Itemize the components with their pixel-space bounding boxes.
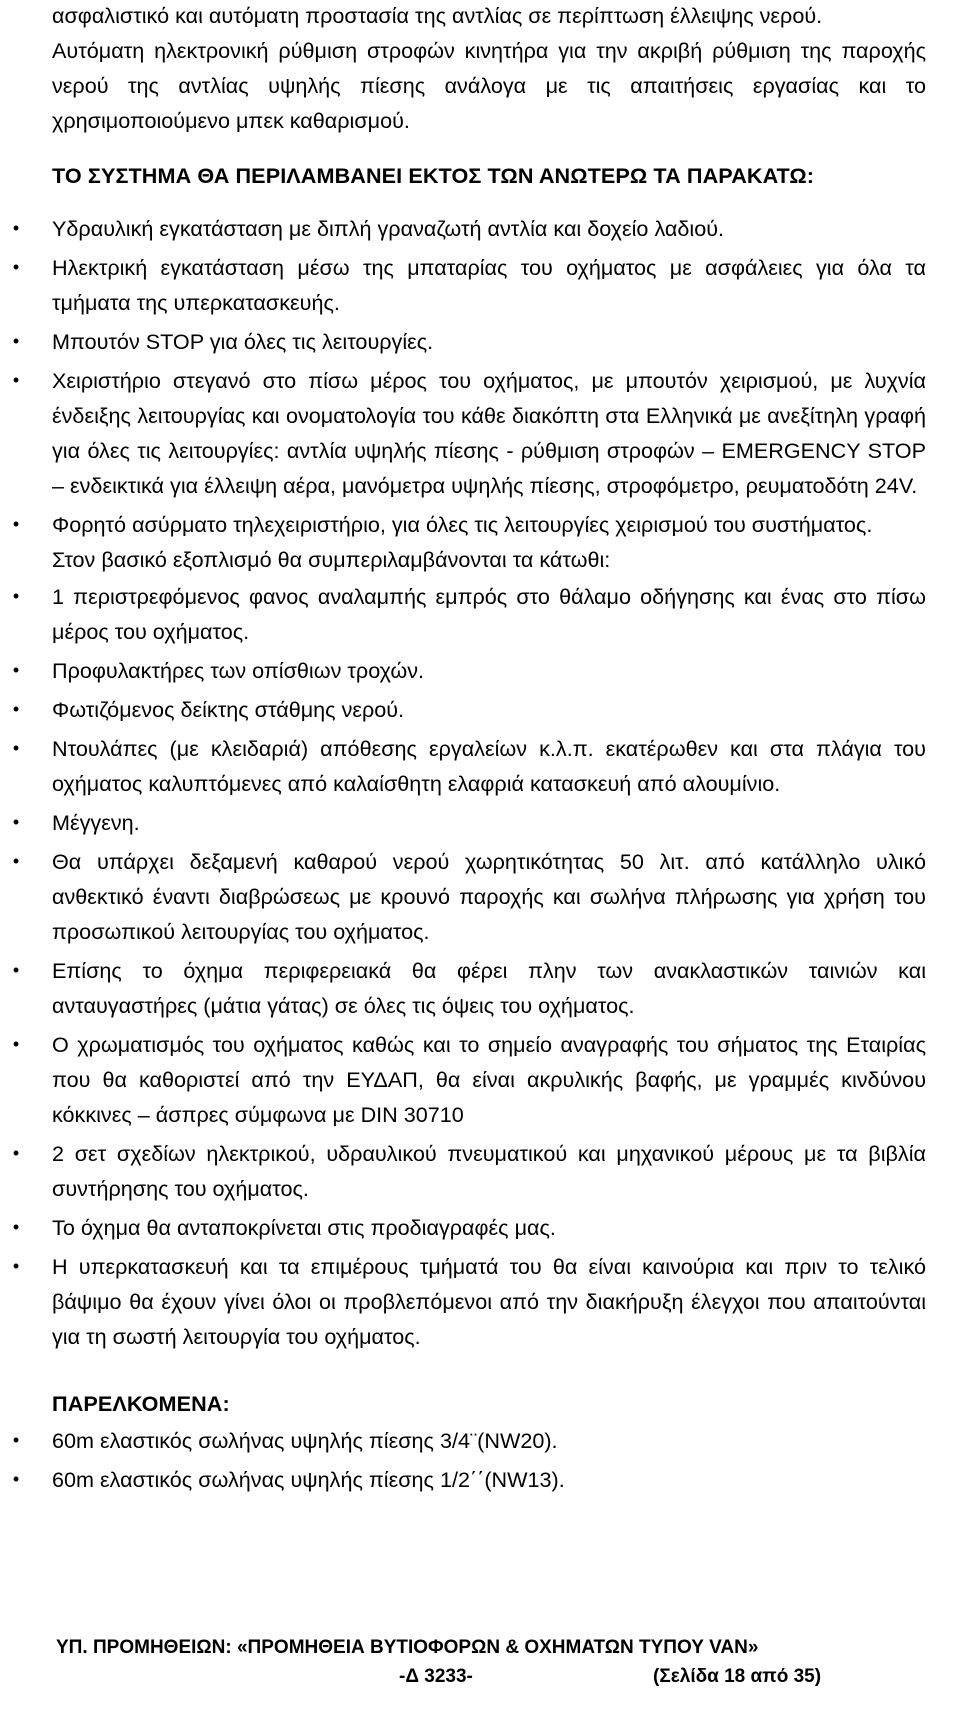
list-item	[12, 692, 926, 727]
list-item-text: Η υπερκατασκευή και τα επιμέρους τμήματά του θα είναι καινούρια και πριν το τελικό βάψιμο θα έχουν γίνει όλοι οι προβλεπόμενοι από την διακήρυξη έλεγχοι που απαιτούνται για τη σωστή λειτουργία του οχήματος.	[52, 1254, 926, 1349]
list-item-text: Επίσης το όχημα περιφερειακά θα φέρει πλην των ανακλαστικών ταινιών και ανταυγαστήρες (μάτια γάτας) σε όλες τις όψεις του οχήματος.	[52, 958, 926, 1018]
intro-paragraph: Αυτόματη ηλεκτρονική ρύθμιση στροφών κινητήρα για την ακριβή ρύθμιση της παροχής νερού της αντλίας υψηλής πίεσης ανάλογα με τις απαιτήσεις εργασίας και το χρησιμοποιούμενο μπεκ καθαρισμού.	[52, 38, 926, 133]
bullet-icon: •	[12, 514, 20, 534]
bullet-icon: •	[12, 1430, 20, 1450]
basic-equipment-list	[12, 579, 926, 1354]
system-items-list	[12, 211, 926, 542]
list-item	[12, 731, 926, 801]
document-body	[12, 0, 926, 1501]
list-item	[12, 1423, 926, 1458]
list-item-text: 60m ελαστικός σωλήνας υψηλής πίεσης 3/4¨(NW20).	[52, 1428, 558, 1453]
intro-continuation: ασφαλιστικό και αυτόματη προστασία της αντλίας σε περίπτωση έλλειψης νερού.	[52, 3, 823, 28]
list-item-text: 2 σετ σχεδίων ηλεκτρικού, υδραυλικού πνευματικού και μηχανικού μέρους με τα βιβλία συντήρησης του οχήματος.	[52, 1141, 926, 1201]
basic-equipment-intro: Στον βασικό εξοπλισμό θα συμπεριλαμβάνονται τα κάτωθι:	[52, 547, 611, 572]
bullet-icon: •	[12, 738, 20, 758]
footer-page-number: (Σελίδα 18 από 35)	[653, 1666, 822, 1687]
list-item-text: Χειριστήριο στεγανό στο πίσω μέρος του οχήματος, με μπουτόν χειρισμού, με λυχνία ένδειξης λειτουργίας και ονοματολογία του κάθε διακόπτη στα Ελληνικά με ανεξίτηλη γραφή για όλες τις λειτουργίες: αντλία υψηλής πίεσης - ρύθμιση στροφών – EMERGENCY STOP – ενδεικτικά για έλλειψη αέρα, μανόμετρα υψηλής πίεσης, στροφόμετρο, ρευματοδότη 24V.	[52, 368, 926, 498]
list-item	[12, 579, 926, 649]
list-item-text: Φωτιζόμενος δείκτης στάθμης νερού.	[52, 697, 405, 722]
bullet-icon: •	[12, 1256, 20, 1276]
list-item-text: Ντουλάπες (με κλειδαριά) απόθεσης εργαλείων κ.λ.π. εκατέρωθεν και στα πλάγια του οχήματος καλυπτόμενες από καλαίσθητη ελαφριά κατασκευή από αλουμίνιο.	[52, 736, 926, 796]
list-item	[12, 363, 926, 503]
bullet-icon: •	[12, 1034, 20, 1054]
bullet-icon: •	[12, 218, 20, 238]
bullet-icon: •	[12, 1143, 20, 1163]
list-item	[12, 1249, 926, 1354]
list-item-text: Μπουτόν STOP για όλες τις λειτουργίες.	[52, 329, 434, 354]
list-item	[12, 653, 926, 688]
list-item	[12, 1027, 926, 1132]
bullet-icon: •	[12, 1469, 20, 1489]
accessories-heading: ΠΑΡΕΛΚΟΜΕΝΑ:	[52, 1391, 230, 1416]
list-item	[12, 211, 926, 246]
accessories-list	[12, 1423, 926, 1497]
list-item-text: Προφυλακτήρες των οπίσθιων τροχών.	[52, 658, 425, 683]
list-item-text: Το όχημα θα ανταποκρίνεται στις προδιαγραφές μας.	[52, 1215, 556, 1240]
footer-title: ΥΠ. ΠΡΟΜΗΘΕΙΩΝ: «ΠΡΟΜΗΘΕΙΑ ΒΥΤΙΟΦΟΡΩΝ & ΟΧΗΜΑΤΩΝ ΤΥΠΟΥ VAN»	[56, 1637, 759, 1658]
bullet-icon: •	[12, 960, 20, 980]
list-item	[12, 250, 926, 320]
list-item	[12, 1136, 926, 1206]
bullet-icon: •	[12, 331, 20, 351]
list-item-text: Ο χρωματισμός του οχήματος καθώς και το σημείο αναγραφής του σήματος της Εταιρίας που θα καθοριστεί από την ΕΥΔΑΠ, θα είναι ακρυλικής βαφής, με γραμμές κινδύνου κόκκινες – άσπρες σύμφωνα με DIN 30710	[52, 1032, 926, 1127]
list-item	[12, 805, 926, 840]
list-item	[12, 507, 926, 542]
bullet-icon: •	[12, 257, 20, 277]
bullet-icon: •	[12, 851, 20, 871]
system-heading: ΤΟ ΣΥΣΤΗΜΑ ΘΑ ΠΕΡΙΛΑΜΒΑΝΕΙ ΕΚΤΟΣ ΤΩΝ ΑΝΩΤΕΡΩ ΤΑ ΠΑΡΑΚΑΤΩ:	[52, 163, 815, 188]
bullet-icon: •	[12, 1217, 20, 1237]
list-item-text: Υδραυλική εγκατάσταση με διπλή γραναζωτή αντλία και δοχείο λαδιού.	[52, 216, 725, 241]
list-item-text: Φορητό ασύρματο τηλεχειριστήριο, για όλες τις λειτουργίες χειρισμού του συστήματος.	[52, 512, 873, 537]
list-item-text: Θα υπάρχει δεξαμενή καθαρού νερού χωρητικότητας 50 λιτ. από κατάλληλο υλικό ανθεκτικό έναντι διαβρώσεως με κρουνό παροχής και σωλήνα πλήρωσης για χρήση του προσωπικού λειτουργίας του οχήματος.	[52, 849, 926, 944]
list-item	[12, 324, 926, 359]
list-item-text: Ηλεκτρική εγκατάσταση μέσω της μπαταρίας του οχήματος με ασφάλειες για όλα τα τμήματα της υπερκατασκευής.	[52, 255, 926, 315]
list-item	[12, 953, 926, 1023]
list-item	[12, 1462, 926, 1497]
bullet-icon: •	[12, 699, 20, 719]
bullet-icon: •	[12, 370, 20, 390]
list-item	[12, 1210, 926, 1245]
list-item-text: 1 περιστρεφόμενος φανος αναλαμπής εμπρός στο θάλαμο οδήγησης και ένας στο πίσω μέρος του οχήματος.	[52, 584, 926, 644]
list-item	[12, 844, 926, 949]
footer-code: -Δ 3233-	[399, 1666, 473, 1687]
list-item-text: 60m ελαστικός σωλήνας υψηλής πίεσης 1/2΄΄(NW13).	[52, 1467, 565, 1492]
bullet-icon: •	[12, 660, 20, 680]
bullet-icon: •	[12, 586, 20, 606]
list-item-text: Μέγγενη.	[52, 810, 140, 835]
bullet-icon: •	[12, 812, 20, 832]
